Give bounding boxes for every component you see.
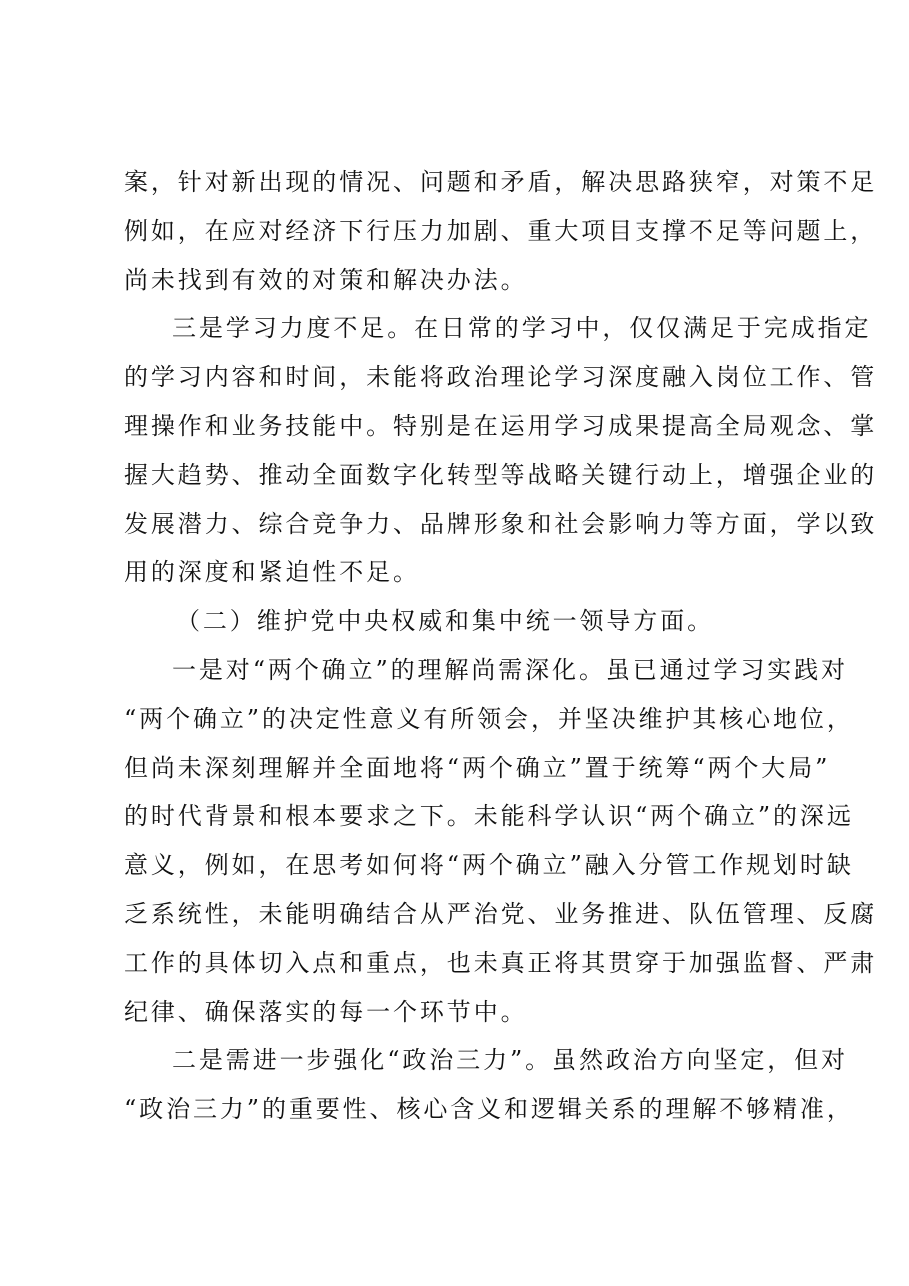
paragraph-start-line: 三是学习力度不足。在日常的学习中，仅仅满足于完成指定 xyxy=(172,314,872,343)
document-body xyxy=(124,158,878,1134)
body-text-line: “两个确立”的决定性意义有所领会，并坚决维护其核心地位， xyxy=(124,704,854,733)
body-text-line: 但尚未深刻理解并全面地将“两个确立”置于统筹“两个大局” xyxy=(124,753,831,782)
body-text-line: 尚未找到有效的对策和解决办法。 xyxy=(124,265,528,294)
body-text-line: “政治三力”的重要性、核心含义和逻辑关系的理解不够精准， xyxy=(124,1095,854,1124)
body-text-line: 乏系统性，未能明确结合从严治党、业务推进、队伍管理、反腐 xyxy=(124,899,878,928)
body-text-line: 理操作和业务技能中。特别是在运用学习成果提高全局观念、掌 xyxy=(124,411,878,440)
body-text-line: 案，针对新出现的情况、问题和矛盾，解决思路狭窄，对策不足 xyxy=(124,168,878,196)
body-text-line: 纪律、确保落实的每一个环节中。 xyxy=(124,997,528,1026)
section-heading: （二）维护党中央权威和集中统一领导方面。 xyxy=(176,607,714,636)
body-text-line: 例如，在应对经济下行压力加剧、重大项目支撑不足等问题上， xyxy=(124,216,878,245)
body-text-line: 发展潜力、综合竞争力、品牌形象和社会影响力等方面，学以致 xyxy=(124,509,878,538)
body-text-line: 用的深度和紧迫性不足。 xyxy=(124,558,420,587)
body-text-line: 的学习内容和时间，未能将政治理论学习深度融入岗位工作、管 xyxy=(124,363,878,392)
body-text-line: 的时代背景和根本要求之下。未能科学认识“两个确立”的深远 xyxy=(124,802,854,831)
body-text-line: 工作的具体切入点和重点，也未真正将其贯穿于加强监督、严肃 xyxy=(124,948,878,977)
paragraph-start-line: 二是需进一步强化“政治三力”。虽然政治方向坚定，但对 xyxy=(172,1046,848,1075)
paragraph-start-line: 一是对“两个确立”的理解尚需深化。虽已通过学习实践对 xyxy=(172,655,848,684)
body-text-line: 握大趋势、推动全面数字化转型等战略关键行动上，增强企业的 xyxy=(124,460,878,489)
body-text-line: 意义，例如，在思考如何将“两个确立”融入分管工作规划时缺 xyxy=(124,851,854,880)
